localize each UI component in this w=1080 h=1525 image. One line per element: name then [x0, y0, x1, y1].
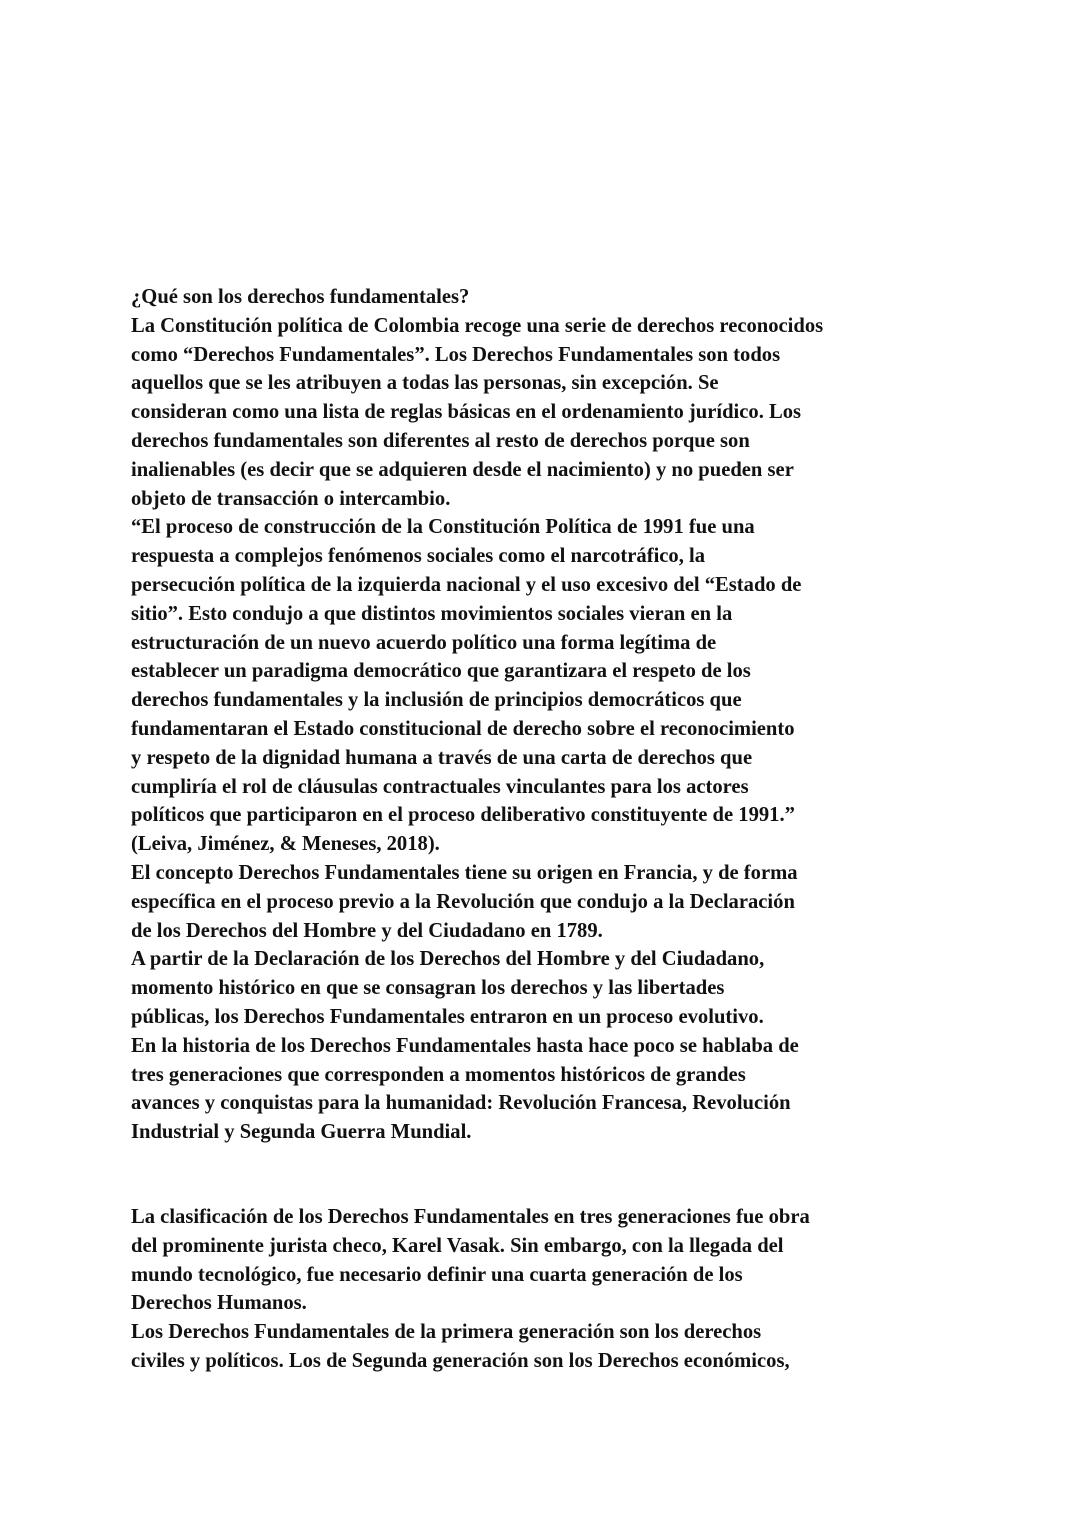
text-line: Los Derechos Fundamentales de la primera generación son los derechos — [131, 1321, 762, 1344]
text-line: del prominente jurista checo, Karel Vasak. Sin embargo, con la llegada del — [131, 1234, 784, 1257]
text-line: La Constitución política de Colombia recoge una serie de derechos reconocidos — [131, 314, 824, 337]
text-line: aquellos que se les atribuyen a todas las personas, sin excepción. Se — [131, 372, 719, 395]
text-line: Industrial y Segunda Guerra Mundial. — [131, 1121, 472, 1144]
citation-line: (Leiva, Jiménez, & Meneses, 2018). — [131, 833, 440, 856]
text-line: de los Derechos del Hombre y del Ciudadano en 1789. — [131, 919, 603, 942]
text-line: mundo tecnológico, fue necesario definir una cuarta generación de los — [131, 1263, 743, 1286]
text-line: como “Derechos Fundamentales”. Los Derechos Fundamentales son todos — [131, 343, 781, 366]
text-line: fundamentaran el Estado constitucional de derecho sobre el reconocimiento — [131, 717, 795, 740]
text-line: El concepto Derechos Fundamentales tiene su origen en Francia, y de forma — [131, 861, 798, 884]
text-line: sitio”. Esto condujo a que distintos movimientos sociales vieran en la — [131, 602, 733, 625]
text-line: consideran como una lista de reglas básicas en el ordenamiento jurídico. Los — [131, 401, 802, 424]
text-line: y respeto de la dignidad humana a través de una carta de derechos que — [131, 746, 753, 769]
text-line: A partir de la Declaración de los Derechos del Hombre y del Ciudadano, — [131, 948, 765, 971]
text-line: respuesta a complejos fenómenos sociales como el narcotráfico, la — [131, 545, 706, 568]
text-line: específica en el proceso previo a la Revolución que condujo a la Declaración — [131, 890, 795, 913]
text-line: derechos fundamentales son diferentes al resto de derechos porque son — [131, 429, 750, 452]
text-line: tres generaciones que corresponden a momentos históricos de grandes — [131, 1063, 746, 1086]
text-line: momento histórico en que se consagran los derechos y las libertades — [131, 977, 725, 1000]
text-line: cumpliría el rol de cláusulas contractuales vinculantes para los actores — [131, 775, 749, 798]
text-line: objeto de transacción o intercambio. — [131, 487, 451, 510]
text-line: La clasificación de los Derechos Fundamentales en tres generaciones fue obra — [131, 1206, 810, 1228]
text-line: estructuración de un nuevo acuerdo político una forma legítima de — [131, 631, 717, 654]
text-line: En la historia de los Derechos Fundamentales hasta hace poco se hablaba de — [131, 1034, 799, 1057]
document-heading: ¿Qué son los derechos fundamentales? — [131, 286, 470, 308]
text-line: políticos que participaron en el proceso deliberativo constituyente de 1991.” — [131, 804, 795, 827]
text-line: avances y conquistas para la humanidad: Revolución Francesa, Revolución — [131, 1092, 791, 1115]
text-line: persecución política de la izquierda nacional y el uso excesivo del “Estado de — [131, 573, 802, 596]
text-line: establecer un paradigma democrático que garantizara el respeto de los — [131, 660, 751, 683]
text-line: Derechos Humanos. — [131, 1292, 307, 1315]
text-block-classification — [131, 1203, 891, 1376]
text-line: inalienables (es decir que se adquieren desde el nacimiento) y no pueden ser — [131, 458, 794, 481]
text-line: “El proceso de construcción de la Constitución Política de 1991 fue una — [131, 516, 755, 539]
text-line: derechos fundamentales y la inclusión de principios democráticos que — [131, 689, 742, 712]
text-block-intro — [131, 283, 891, 1147]
text-line: públicas, los Derechos Fundamentales entraron en un proceso evolutivo. — [131, 1005, 764, 1028]
text-line: civiles y políticos. Los de Segunda generación son los Derechos económicos, — [131, 1349, 790, 1372]
